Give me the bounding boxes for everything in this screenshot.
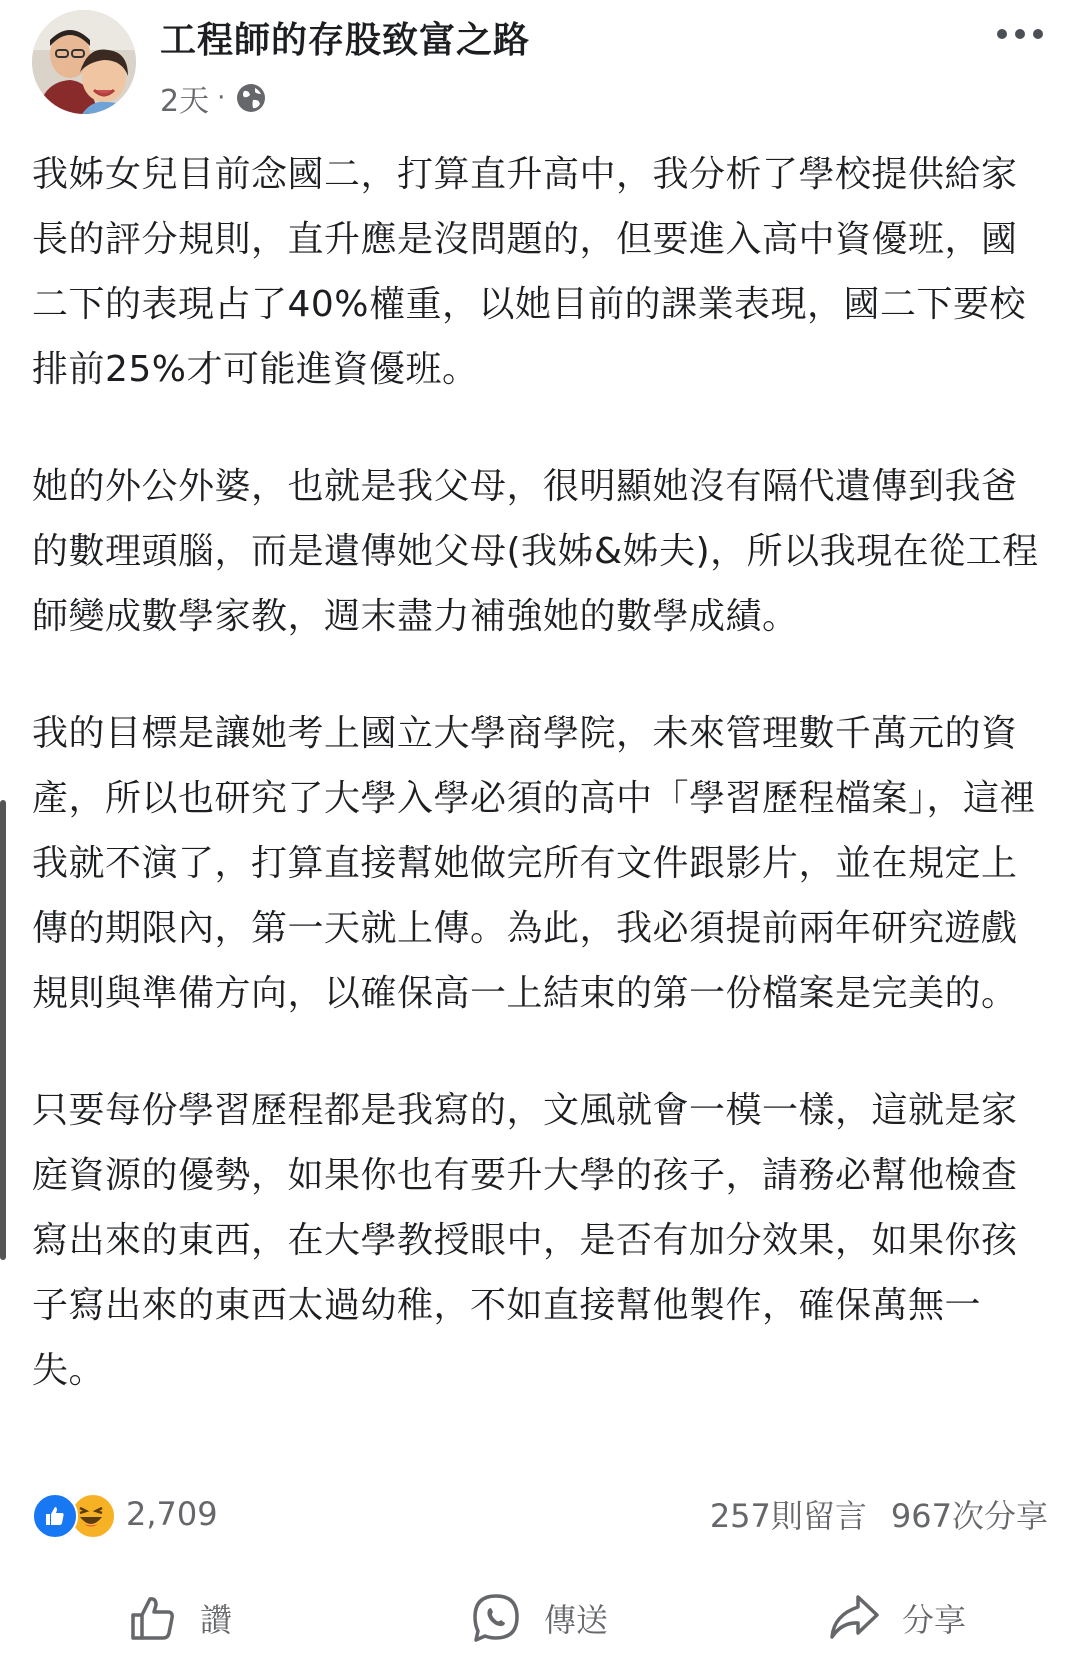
share-label: 分享 bbox=[902, 1601, 967, 1639]
reaction-count[interactable]: 2,709 bbox=[126, 1495, 218, 1533]
page-name[interactable]: 工程師的存股致富之路 bbox=[160, 20, 531, 61]
reaction-icons[interactable] bbox=[32, 1491, 118, 1537]
more-horizontal-icon bbox=[997, 29, 1007, 39]
send-label: 傳送 bbox=[544, 1601, 609, 1639]
post-paragraph: 只要每份學習歷程都是我寫的，文風就會一模一樣，這就是家庭資源的優勢，如果你也有要升大學的孩子，請務必幫他檢查寫出來的東西，在大學教授眼中，是否有加分效果，如果你孩子寫出來的東西太過幼稚，不如直接幫他製作，確保萬無一失。 bbox=[32, 1090, 1018, 1391]
comment-count[interactable]: 257則留言 bbox=[709, 1497, 867, 1535]
like-button[interactable] bbox=[128, 1578, 232, 1658]
like-icon bbox=[32, 1493, 78, 1539]
post-paragraph: 我的目標是讓她考上國立大學商學院，未來管理數千萬元的資產，所以也研究了大學入學必須的高中「學習歷程檔案」，這裡我就不演了，打算直接幫她做完所有文件跟影片，並在規定上傳的期限內，第一天就上傳。為此，我必須提前兩年研究遊戲規則與準備方向，以確保高一上結束的第一份檔案是完美的。 bbox=[32, 713, 1037, 1014]
avatar[interactable] bbox=[32, 10, 136, 114]
scrollbar[interactable] bbox=[0, 800, 6, 1260]
send-button[interactable] bbox=[470, 1578, 608, 1658]
post-meta bbox=[160, 78, 267, 118]
messenger-icon bbox=[470, 1592, 522, 1644]
post-paragraph: 我姊女兒目前念國二，打算直升高中，我分析了學校提供給家長的評分規則，直升應是沒問題的，但要進入高中資優班，國二下的表現占了40%權重，以她目前的課業表現，國二下要校排前25%才可能進資優班。 bbox=[32, 154, 1027, 390]
meta-separator: · bbox=[217, 83, 226, 113]
share-arrow-icon bbox=[828, 1593, 880, 1643]
action-bar bbox=[0, 1578, 1080, 1658]
avatar-image bbox=[32, 10, 136, 114]
post-body bbox=[32, 142, 1052, 1455]
post-time[interactable]: 2天 bbox=[160, 84, 210, 119]
more-options-button[interactable] bbox=[988, 14, 1052, 54]
globe-icon bbox=[235, 82, 267, 114]
reactions-summary bbox=[32, 1488, 1048, 1540]
share-count[interactable]: 967次分享 bbox=[890, 1497, 1048, 1535]
post-paragraph: 她的外公外婆，也就是我父母，很明顯她沒有隔代遺傳到我爸的數理頭腦，而是遺傳她父母(我姊&姊夫)，所以我現在從工程師變成數學家教，週末盡力補強她的數學成績。 bbox=[32, 466, 1039, 637]
engagement-stats bbox=[710, 1491, 1048, 1537]
post-header bbox=[0, 0, 1080, 140]
like-label: 讚 bbox=[200, 1601, 233, 1639]
share-button[interactable] bbox=[828, 1578, 966, 1658]
thumbs-up-icon bbox=[128, 1593, 178, 1643]
